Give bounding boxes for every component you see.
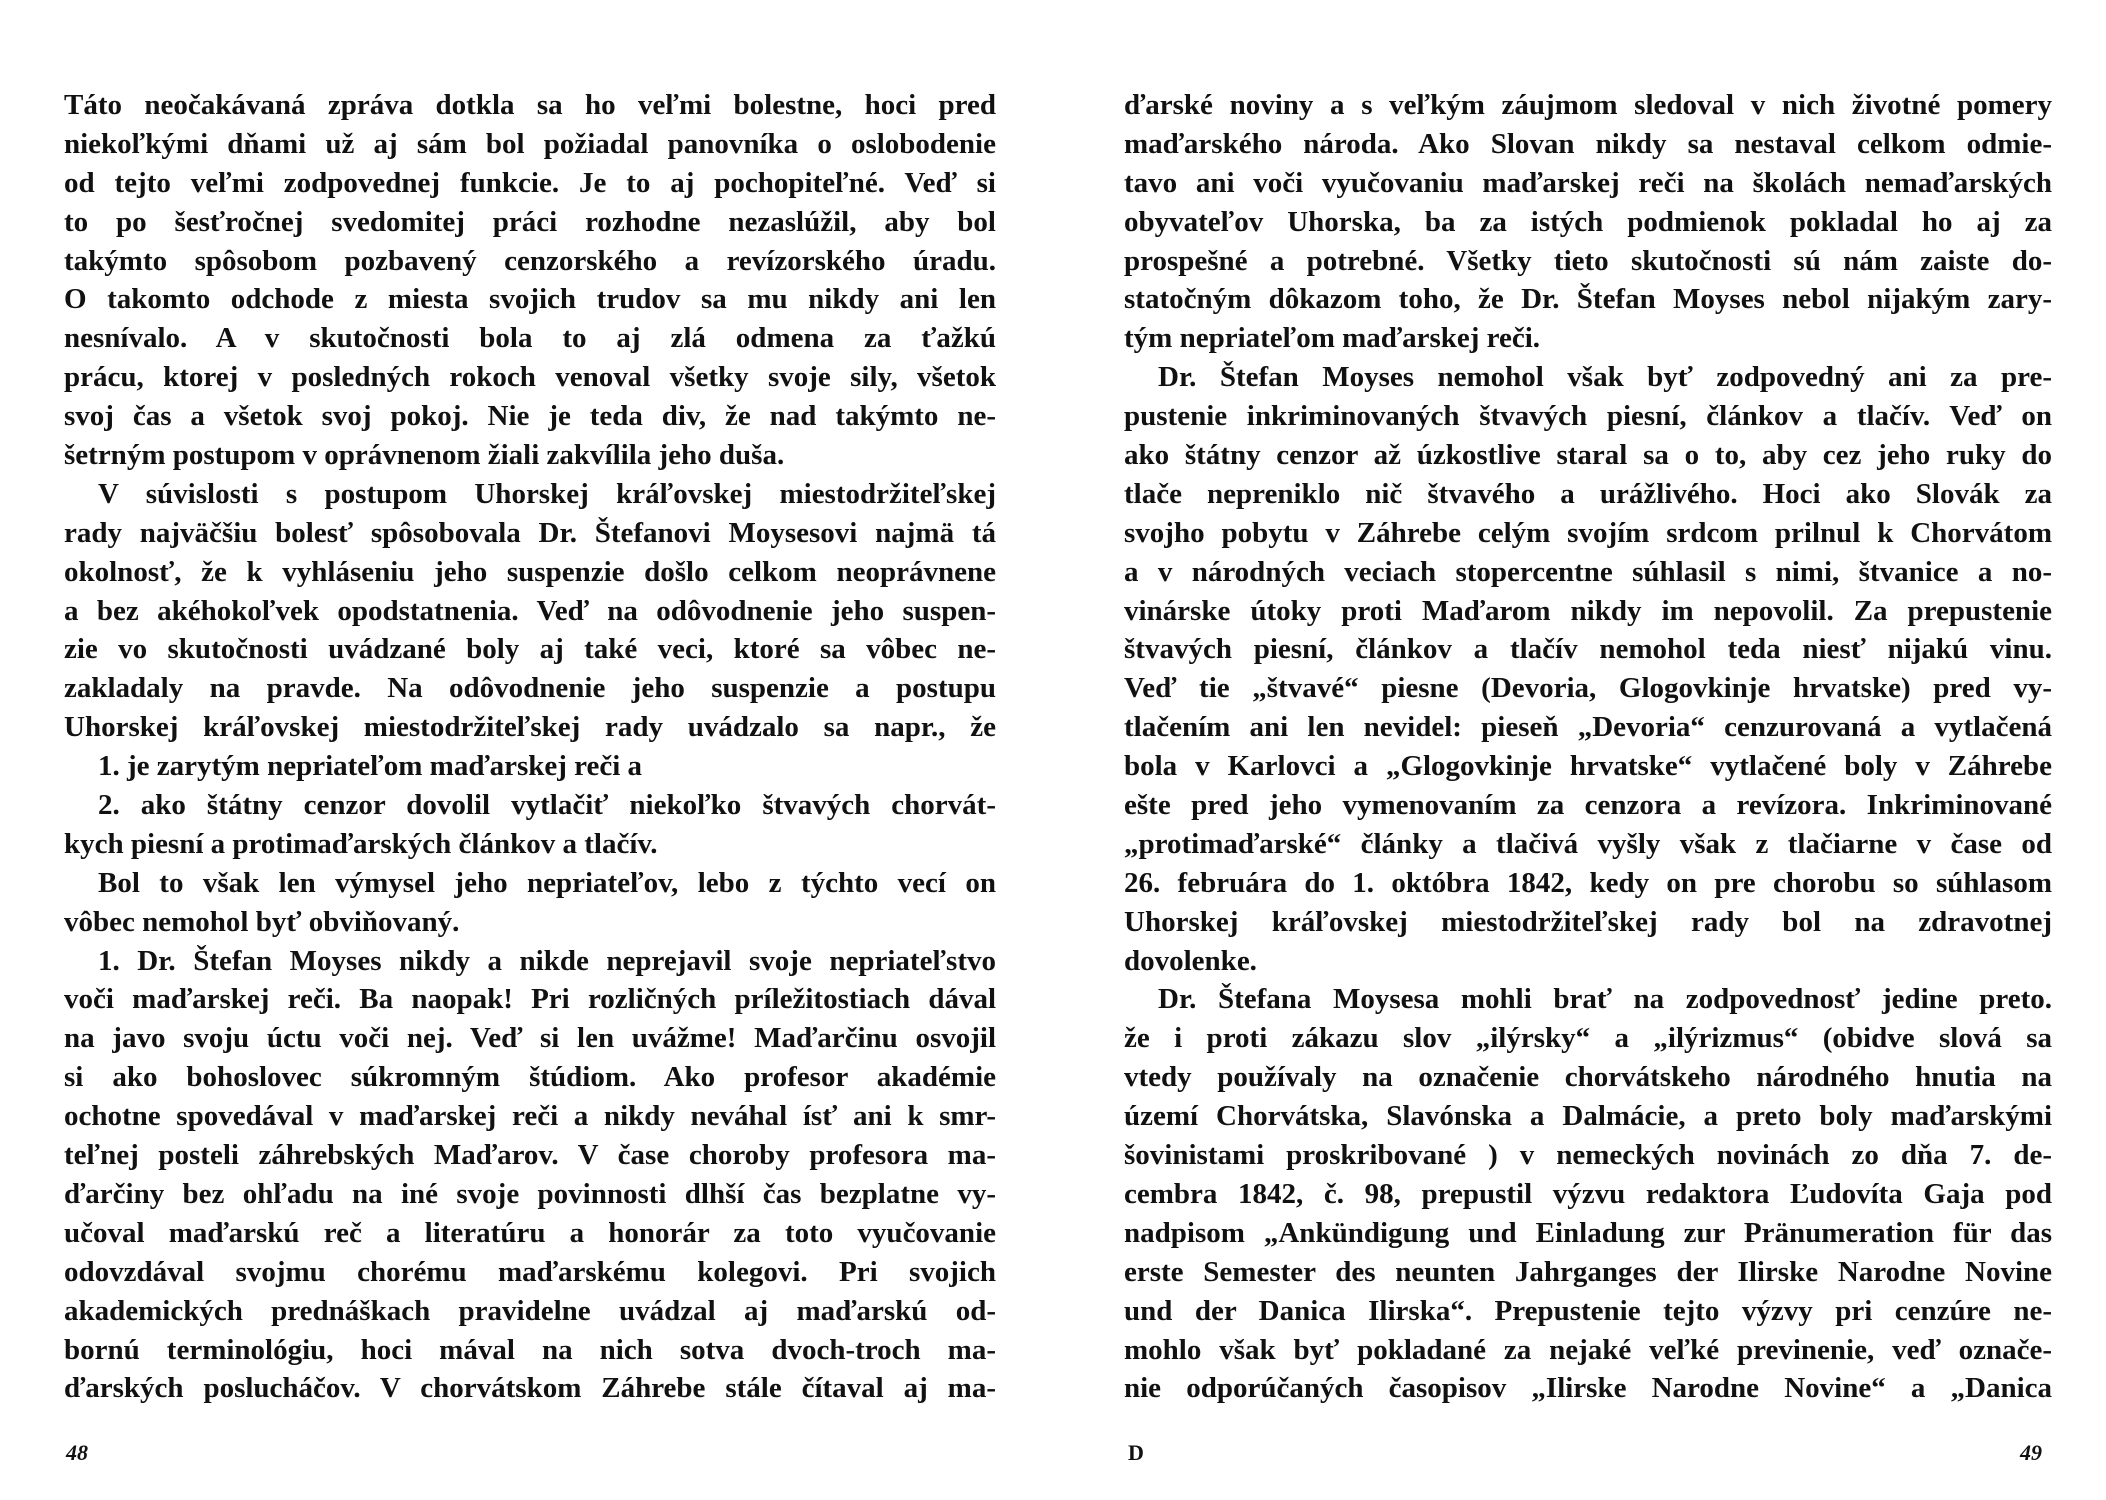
text-line: vinárske útoky proti Maďarom nikdy im nepovolil. Za prepustenie (1124, 594, 2052, 627)
text-line: vôbec nemohol byť obviňovaný. (64, 905, 460, 938)
text-line: obyvateľov Uhorska, ba za istých podmienok pokladal ho aj za (1124, 205, 2052, 238)
text-line: O takomto odchode z miesta svojich trudov sa mu nikdy ani len (64, 283, 996, 316)
text-line: 1. Dr. Štefan Moyses nikdy a nikde neprejavil svoje nepriateľstvo (98, 944, 996, 977)
text-line: voči maďarskej reči. Ba naopak! Pri rozličných príležitostiach dával (64, 983, 996, 1016)
text-line: nie odporúčaných časopisov „Ilirske Narodne Novine“ a „Danica (1124, 1372, 2052, 1405)
text-line: akademických prednáškach pravidelne uvádzal aj maďarskú od- (64, 1294, 996, 1327)
text-line: dovolenke. (1124, 944, 1257, 977)
text-line: ako štátny cenzor až úzkostlive staral sa o to, aby cez jeho ruky do (1124, 439, 2052, 472)
text-line: ešte pred jeho vymenovaním za cenzora a revízora. Inkriminované (1124, 789, 2052, 822)
text-line: území Chorvátska, Slavónska a Dalmácie, a preto boly maďarskými (1124, 1100, 2052, 1133)
text-line: Táto neočakávaná zpráva dotkla sa ho veľmi bolestne, hoci pred (64, 89, 996, 121)
text-line: štvavých piesní, článkov a tlačív nemohol teda niesť nijakú vinu. (1124, 633, 2052, 666)
text-line: pustenie inkriminovaných štvavých piesní, článkov a tlačív. Veď on (1124, 400, 2052, 433)
text-line: tlače nepreniklo nič štvavého a urážlivého. Hoci ako Slovák za (1124, 477, 2052, 510)
text-line: svoj čas a všetok svoj pokoj. Nie je teda div, že nad takýmto ne- (64, 400, 996, 433)
text-line: a v národných veciach stopercentne súhlasil s nimi, štvanice a no- (1124, 555, 2052, 588)
text-line: Dr. Štefana Moysesa mohli brať na zodpovednosť jedine preto. (1158, 983, 2052, 1016)
text-line: nesnívalo. A v skutočnosti bola to aj zlá odmena za ťažkú (64, 322, 996, 355)
text-line: to po šesťročnej svedomitej práci rozhodne nezaslúžil, aby bol (64, 205, 996, 238)
text-line: „protimaďarské“ články a tlačivá vyšly však z tlačiarne v čase od (1124, 827, 2052, 860)
text-line: ďarských poslucháčov. V chorvátskom Záhrebe stále čítaval aj ma- (64, 1372, 996, 1405)
page-number-right: 49 (2020, 1440, 2042, 1465)
text-line: a bez akéhokoľvek opodstatnenia. Veď na odôvodnenie jeho suspen- (64, 594, 996, 627)
right-page-text (1124, 86, 2052, 1408)
page-number-left: 48 (66, 1440, 88, 1465)
text-line: šetrným postupom v oprávnenom žiali zakvílila jeho duša. (64, 439, 785, 472)
left-page-text (64, 86, 996, 1408)
text-line: V súvislosti s postupom Uhorskej kráľovskej miestodržiteľskej (98, 477, 996, 510)
text-line: že i proti zákazu slov „ilýrsky“ a „ilýrizmus“ (obidve slová sa (1124, 1022, 2052, 1055)
text-line: prospešné a potrebné. Všetky tieto skutočnosti sú nám zaiste do- (1124, 244, 2052, 277)
text-line: kych piesní a protimaďarských článkov a tlačív. (64, 827, 658, 860)
text-line: Uhorskej kráľovskej miestodržiteľskej rady bol na zdravotnej (1124, 905, 2052, 938)
text-line: ďarské noviny a s veľkým záujmom sledoval v nich životné pomery (1124, 89, 2052, 121)
text-line: erste Semester des neunten Jahrganges der Ilirske Narodne Novine (1124, 1255, 2052, 1288)
text-line: tavo ani voči vyučovaniu maďarskej reči na školách nemaďarských (1124, 166, 2052, 199)
text-line: ochotne spovedával v maďarskej reči a nikdy neváhal ísť ani k smr- (64, 1100, 996, 1133)
text-line: Uhorskej kráľovskej miestodržiteľskej rady uvádzalo sa napr., že (64, 711, 996, 744)
text-line: bornú terminológiu, hoci mával na nich sotva dvoch-troch ma- (64, 1333, 996, 1366)
text-line: 26. februára do 1. októbra 1842, kedy on pre chorobu so súhlasom (1124, 866, 2052, 899)
text-line: teľnej posteli záhrebských Maďarov. V čase choroby profesora ma- (64, 1139, 996, 1172)
text-line: svojho pobytu v Záhrebe celým svojím srdcom prilnul k Chorvátom (1124, 516, 2052, 549)
text-line: Veď tie „štvavé“ piesne (Devoria, Glogovkinje hrvatske) pred vy- (1124, 672, 2052, 705)
text-line: vtedy používaly na označenie chorvátskeho národného hnutia na (1124, 1061, 2052, 1094)
text-line: 2. ako štátny cenzor dovolil vytlačiť niekoľko štvavých chorvát- (98, 789, 996, 822)
text-line: nadpisom „Ankündigung und Einladung zur Pränumeration für das (1124, 1216, 2052, 1249)
text-line: na javo svoju úctu voči nej. Veď si len uvážme! Maďarčinu osvojil (64, 1022, 996, 1055)
text-line: odovzdával svojmu chorému maďarskému kolegovi. Pri svojich (64, 1255, 996, 1288)
text-line: mohlo však byť pokladané za nejaké veľké previnenie, veď označe- (1124, 1333, 2052, 1366)
text-line: rady najväčšiu bolesť spôsobovala Dr. Štefanovi Moysesovi najmä tá (64, 516, 996, 549)
text-line: niekoľkými dňami už aj sám bol požiadal panovníka o oslobodenie (64, 127, 996, 160)
text-line: tým nepriateľom maďarskej reči. (1124, 322, 1541, 355)
text-line: bola v Karlovci a „Glogovkinje hrvatske“ vytlačené boly v Záhrebe (1124, 750, 2052, 783)
text-line: šovinistami proskribované ) v nemeckých novinách zo dňa 7. de- (1124, 1139, 2052, 1172)
text-line: Dr. Štefan Moyses nemohol však byť zodpovedný ani za pre- (1158, 361, 2052, 394)
text-line: učoval maďarskú reč a literatúru a honorár za toto vyučovanie (64, 1216, 996, 1249)
text-line: zakladaly na pravde. Na odôvodnenie jeho suspenzie a postupu (64, 672, 996, 705)
text-line: prácu, ktorej v posledných rokoch venoval všetky svoje sily, všetok (64, 361, 996, 394)
text-line: takýmto spôsobom pozbavený cenzorského a revízorského úradu. (64, 244, 996, 277)
text-line: si ako bohoslovec súkromným štúdiom. Ako profesor akadémie (64, 1061, 996, 1094)
text-line: Bol to však len výmysel jeho nepriateľov, lebo z týchto vecí on (98, 866, 996, 899)
text-line: 1. je zarytým nepriateľom maďarskej reči a (98, 750, 643, 783)
text-line: cembra 1842, č. 98, prepustil výzvu redaktora Ľudovíta Gaja pod (1124, 1177, 2052, 1210)
text-line: tlačením ani len nevidel: pieseň „Devoria“ cenzurovaná a vytlačená (1124, 711, 2052, 744)
text-line: statočným dôkazom toho, že Dr. Štefan Moyses nebol nijakým zary- (1124, 283, 2052, 316)
signature-mark: D (1128, 1440, 1144, 1465)
text-line: zie vo skutočnosti uvádzané boly aj také veci, ktoré sa vôbec ne- (64, 633, 996, 666)
text-line: okolnosť, že k vyhláseniu jeho suspenzie došlo celkom neoprávnene (64, 555, 996, 588)
text-line: ďarčiny bez ohľadu na iné svoje povinnosti dlhší čas bezplatne vy- (64, 1177, 996, 1210)
text-line: od tejto veľmi zodpovednej funkcie. Je to aj pochopiteľné. Veď si (64, 166, 996, 199)
text-line: maďarského národa. Ako Slovan nikdy sa nestaval celkom odmie- (1124, 127, 2052, 160)
text-line: und der Danica Ilirska“. Prepustenie tejto výzvy pri cenzúre ne- (1124, 1294, 2052, 1327)
